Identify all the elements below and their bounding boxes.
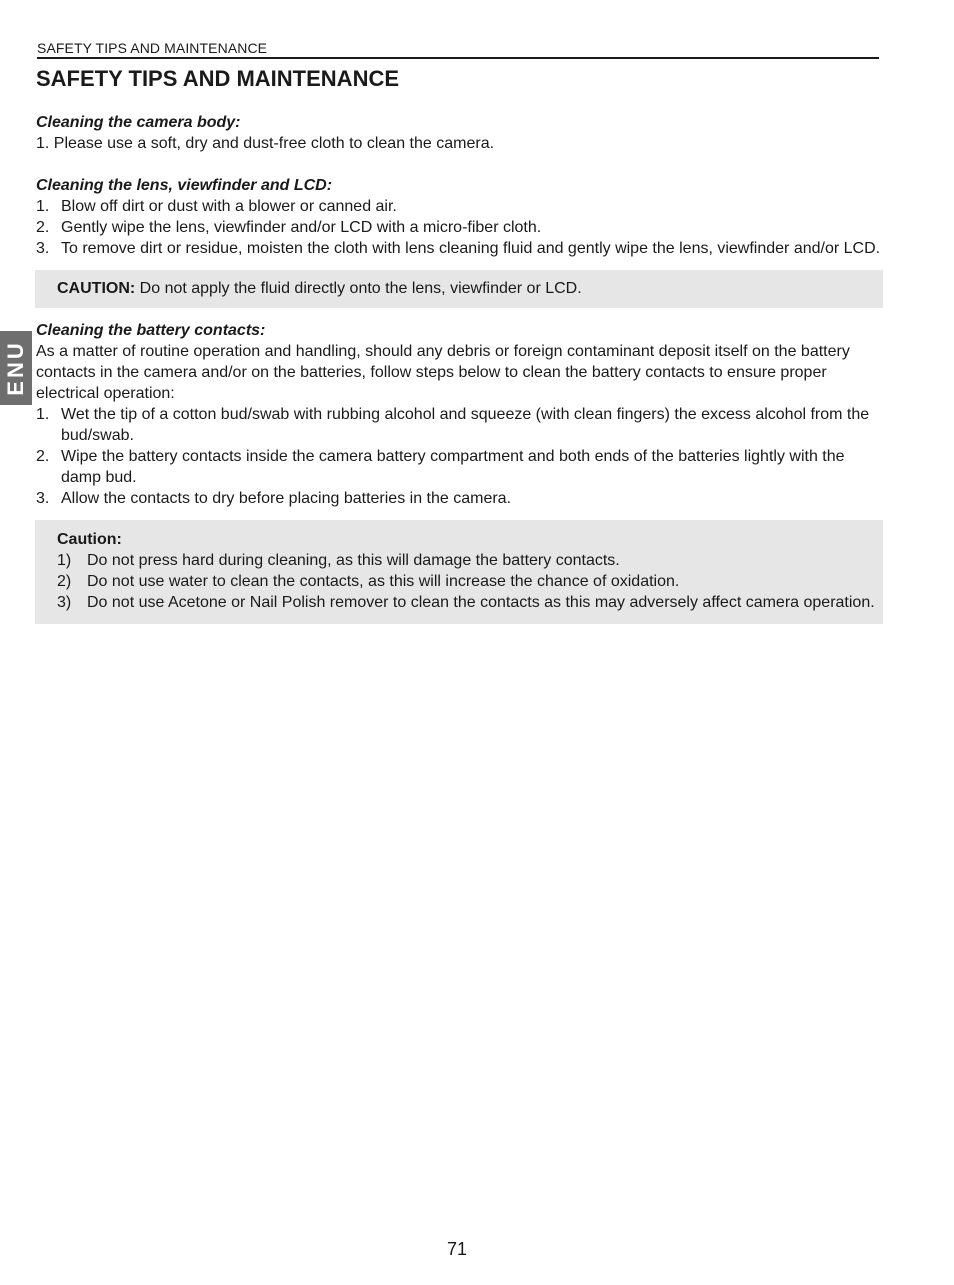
list-item-number: 3. — [36, 490, 50, 507]
battery-steps-list — [36, 404, 883, 509]
camera-body-instruction: 1. Please use a soft, dry and dust-free cloth to clean the camera. — [36, 135, 495, 152]
caution-list — [57, 550, 883, 613]
list-item — [36, 488, 883, 509]
language-tab — [0, 331, 32, 405]
list-item-number: 3) — [57, 594, 72, 611]
section-heading-battery: Cleaning the battery contacts: — [36, 322, 266, 339]
list-item-text: Allow the contacts to dry before placing batteries in the camera. — [61, 490, 512, 507]
page-number: 71 — [446, 1239, 468, 1259]
list-item — [57, 592, 883, 613]
list-item-number: 1) — [57, 552, 72, 569]
caution-box-battery — [35, 520, 883, 624]
list-item-number: 2) — [57, 573, 72, 590]
list-item-number: 1. — [36, 198, 50, 215]
page-content — [36, 112, 883, 624]
list-item-text: Wipe the battery contacts inside the camera battery compartment and both ends of the batteries lightly with the damp bud. — [61, 448, 845, 486]
list-item — [57, 571, 883, 592]
running-header: SAFETY TIPS AND MAINTENANCE — [37, 40, 879, 59]
caution-text: Do not apply the fluid directly onto the lens, viewfinder or LCD. — [135, 280, 582, 297]
list-item-text: Do not press hard during cleaning, as this will damage the battery contacts. — [87, 552, 620, 569]
list-item-text: Do not use Acetone or Nail Polish remover to clean the contacts as this may adversely affect camera operation. — [87, 594, 875, 611]
list-item — [36, 446, 883, 488]
list-item-text: Gently wipe the lens, viewfinder and/or LCD with a micro-fiber cloth. — [61, 219, 542, 236]
page-title: SAFETY TIPS AND MAINTENANCE — [36, 66, 400, 91]
list-item-number: 2. — [36, 219, 50, 236]
list-item — [36, 196, 883, 217]
caution-box-lens — [35, 270, 883, 308]
list-item-number: 2. — [36, 448, 50, 465]
list-item-text: Do not use water to clean the contacts, as this will increase the chance of oxidation. — [87, 573, 680, 590]
list-item-text: To remove dirt or residue, moisten the cloth with lens cleaning fluid and gently wipe the lens, viewfinder and/or LCD. — [61, 240, 881, 257]
battery-intro: As a matter of routine operation and handling, should any debris or foreign contaminant deposit itself on the battery contacts in the camera and/or on the batteries, follow steps below to clean the battery contacts to ensure proper electrical operation: — [36, 343, 850, 402]
lens-steps-list — [36, 196, 883, 259]
list-item-text: Blow off dirt or dust with a blower or canned air. — [61, 198, 397, 215]
list-item — [36, 404, 883, 446]
list-item-text: Wet the tip of a cotton bud/swab with rubbing alcohol and squeeze (with clean fingers) the excess alcohol from the bud/swab. — [61, 406, 870, 444]
section-heading-lens: Cleaning the lens, viewfinder and LCD: — [36, 177, 333, 194]
section-heading-camera-body: Cleaning the camera body: — [36, 114, 241, 131]
list-item-number: 1. — [36, 406, 50, 423]
language-tab-label: ENU — [3, 340, 28, 396]
list-item — [36, 217, 883, 238]
list-item — [57, 550, 883, 571]
list-item-number: 3. — [36, 240, 50, 257]
list-item — [36, 238, 883, 259]
caution-label: Caution: — [57, 531, 122, 548]
caution-label: CAUTION: — [57, 280, 136, 297]
